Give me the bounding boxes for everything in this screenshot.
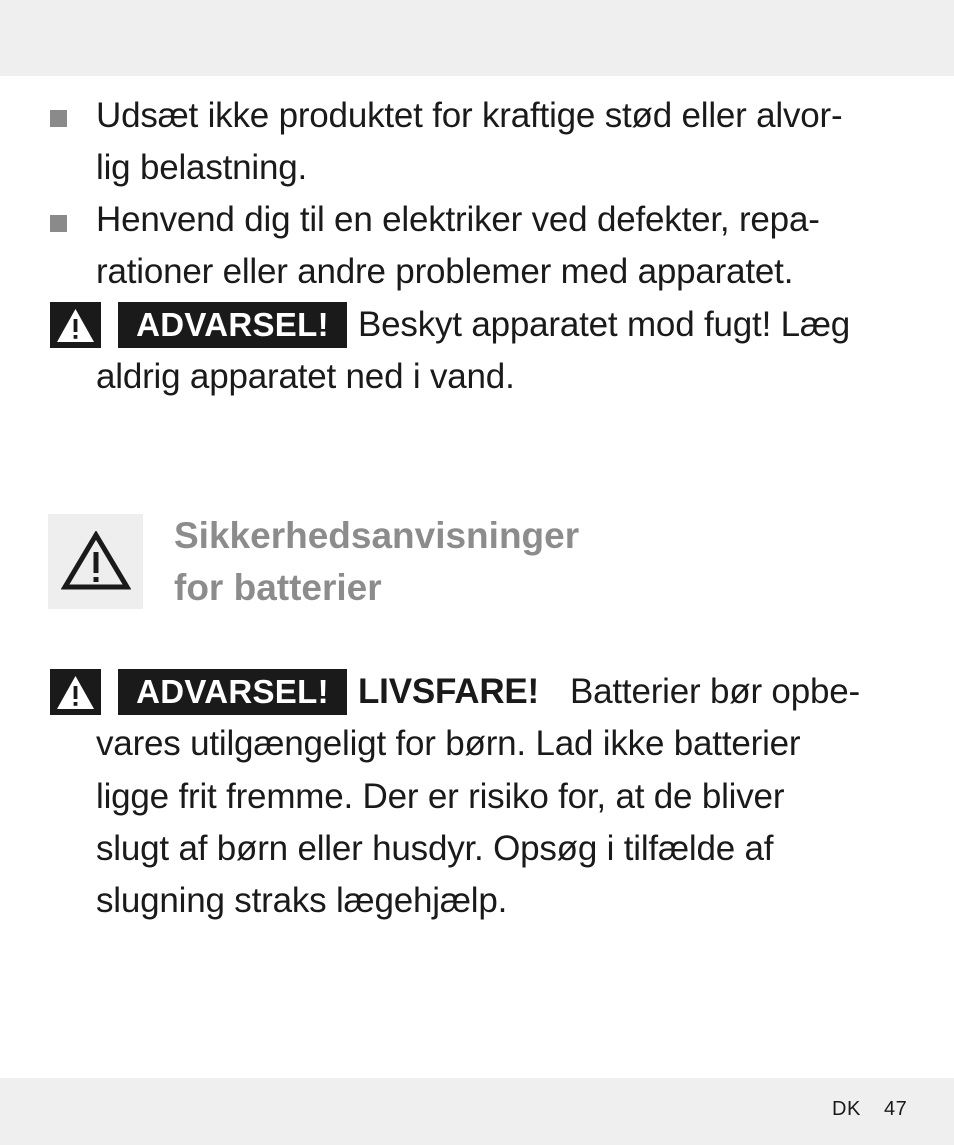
bullet-text-line: rationer eller andre problemer med apparatet. [96, 252, 794, 291]
footer-language: DK [832, 1098, 861, 1120]
section-title-line: Sikkerhedsanvisninger [174, 515, 580, 556]
bullet-marker [50, 215, 67, 232]
header-band [0, 0, 954, 76]
page-number: 47 [884, 1098, 908, 1120]
warning-triangle-icon [50, 302, 101, 348]
section-icon-box [48, 514, 143, 609]
warning-text-line: Batterier bør opbe- [570, 672, 860, 711]
warning-text-line: slugning straks lægehjælp. [96, 881, 508, 920]
section-title-line: for batterier [174, 567, 382, 608]
warning-text-line: vares utilgængeligt for børn. Lad ikke batterier [96, 724, 801, 763]
warning-text-line: slugt af børn eller husdyr. Opsøg i tilfælde af [96, 829, 774, 868]
warning-text-line: Beskyt apparatet mod fugt! Læg [358, 305, 851, 344]
warning-text-line: aldrig apparatet ned i vand. [96, 357, 515, 396]
bullet-text-line: Udsæt ikke produktet for kraftige stød eller alvor- [96, 96, 843, 135]
bullet-marker [50, 110, 67, 127]
warning-badge: ADVARSEL! [118, 302, 347, 348]
danger-label: LIVSFARE! [358, 672, 539, 711]
warning-text-line: ligge frit fremme. Der er risiko for, at de bliver [96, 777, 785, 816]
warning-badge: ADVARSEL! [118, 669, 347, 715]
warning-triangle-icon [61, 531, 131, 591]
warning-triangle-icon [50, 669, 101, 715]
bullet-text-line: Henvend dig til en elektriker ved defekter, repa- [96, 200, 820, 239]
footer-band [0, 1078, 954, 1145]
bullet-text-line: lig belastning. [96, 148, 308, 187]
